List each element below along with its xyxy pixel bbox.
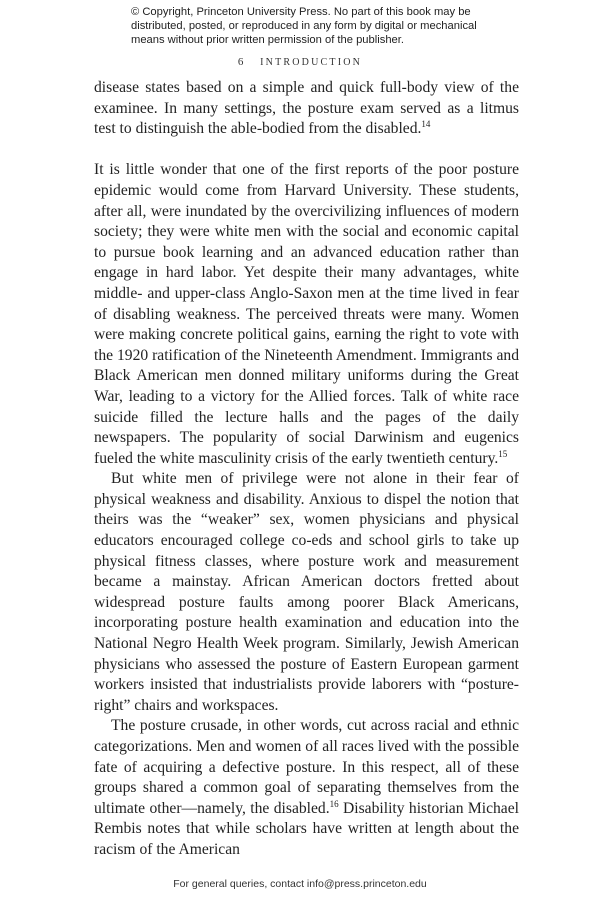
footnote-ref-16[interactable]: 16 <box>329 798 339 809</box>
paragraph-2: It is little wonder that one of the first reports of the poor posture epidemic would come from Harvard University. These students, after all, were inundated by the overcivilizing influences of modern society; they were white men with the social and economic capital to pursue book learning and an advanced education rather than engage in hard labor. Yet despite their many advantages, white middle- and upper-class Anglo-Saxon men at the time lived in fear of disabling weakness. The perceived threats were many. Women were making concrete political gains, earning the right to vote with the 1920 ratification of the Nineteenth Amendment. Immigrants and Black American men donned military uniforms during the Great War, leading to a victory for the Allied forces. Talk of white race suicide filled the lecture halls and the pages of the daily newspapers. The popularity of social Darwinism and eugenics fueled the white masculinity crisis of the early twentieth century.$^{15}$ <box>94 161 519 467</box>
paragraph-1: disease states based on a simple and quick full-body view of the examinee. In many settings, the posture exam served as a litmus test to distinguish the able-bodied from the disabled.$^{14}$ <box>94 79 519 138</box>
footnote-ref-14[interactable]: 14 <box>421 119 431 130</box>
paragraph-3: But white men of privilege were not alone in their fear of physical weakness and disability. Anxious to dispel the notion that theirs was the “weaker” sex, women physicians and physical educators encouraged college co-eds and school girls to take up physical fitness classes, where posture work and measurement became a mainstay. African American doctors fretted about widespread posture faults among poorer Black Americans, incorporating posture health examination and education into the National Negro Health Week program. Similarly, Jewish American physicians who assessed the posture of Eastern European garment workers insisted that industrialists provide laborers with “posture-right” chairs and workspaces. <box>94 470 519 714</box>
footnote-ref-15[interactable]: 15 <box>498 448 508 459</box>
footer-contact: For general queries, contact info@press.princeton.edu <box>173 878 427 890</box>
page-number: 6 <box>237 56 244 68</box>
paragraph-4: The posture crusade, in other words, cut across racial and ethnic categorizations. Men and women of all races lived with the possible fate of acquiring a defective posture. In this respect, all of these groups shared a common goal of separating themselves from the ultimate other—namely, the disabled.$^{16}$ Disability historian Michael Rembis notes that while scholars have written at length about the racism of the American <box>94 717 519 858</box>
chapter-title: INTRODUCTION <box>260 57 363 68</box>
running-head <box>0 56 600 68</box>
copyright-notice: © Copyright, Princeton University Press. No part of this book may be distributed, posted, or reproduced in any form by digital or mechanical means without prior written permission of the publisher. <box>131 6 477 46</box>
body-text <box>94 78 519 861</box>
